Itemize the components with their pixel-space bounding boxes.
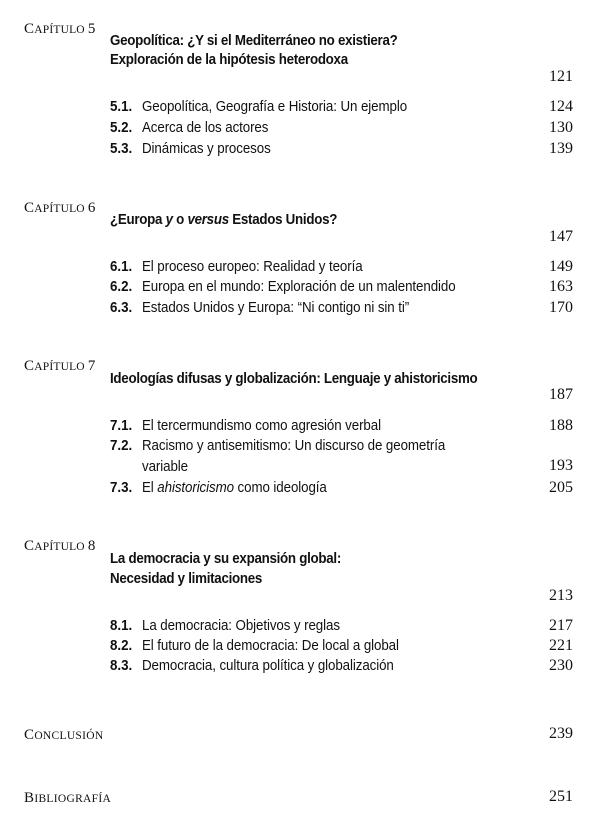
- section-title: Europa en el mundo: Exploración de un malentendido: [142, 279, 456, 295]
- chapter-6-label: CAPÍTULO 6: [24, 200, 96, 216]
- section-title-continuation: variable: [142, 459, 188, 475]
- chapter-6-title: ¿Europa y o versus Estados Unidos?: [110, 212, 338, 228]
- section-page: 205: [549, 479, 573, 496]
- chapter-8-page: 213: [549, 587, 573, 604]
- section-number: 7.1.: [110, 418, 133, 434]
- section-title: Dinámicas y procesos: [142, 141, 271, 157]
- section-page: 163: [549, 278, 573, 295]
- section-number: 7.2.: [110, 438, 133, 454]
- section-number: 5.1.: [110, 99, 133, 115]
- section-number: 6.1.: [110, 259, 133, 275]
- bibliography-page: 251: [549, 788, 573, 805]
- section-number: 6.3.: [110, 300, 133, 316]
- section-number: 8.3.: [110, 658, 133, 674]
- conclusion-page: 239: [549, 725, 573, 742]
- section-title: El proceso europeo: Realidad y teoría: [142, 259, 363, 275]
- chapter-5-title-line2: Exploración de la hipótesis heterodoxa: [110, 52, 348, 68]
- chapter-8-title-line2: Necesidad y limitaciones: [110, 571, 263, 587]
- section-page: 124: [549, 98, 573, 115]
- chapter-5-page: 121: [549, 68, 573, 85]
- section-number: 5.2.: [110, 120, 133, 136]
- section-number: 7.3.: [110, 480, 133, 496]
- chapter-7-page: 187: [549, 386, 573, 403]
- section-number: 5.3.: [110, 141, 133, 157]
- section-page: 139: [549, 140, 573, 157]
- section-page: 221: [549, 637, 573, 654]
- section-page: 193: [549, 457, 573, 474]
- section-page: 230: [549, 657, 573, 674]
- section-title: El tercermundismo como agresión verbal: [142, 418, 381, 434]
- section-page: 149: [549, 258, 573, 275]
- chapter-8-label: CAPÍTULO 8: [24, 538, 96, 554]
- section-title: Acerca de los actores: [142, 120, 269, 136]
- chapter-7-label: CAPÍTULO 7: [24, 358, 96, 374]
- section-number: 6.2.: [110, 279, 133, 295]
- section-title: El ahistoricismo como ideología: [142, 480, 327, 496]
- section-page: 188: [549, 417, 573, 434]
- section-page: 130: [549, 119, 573, 136]
- section-title: Democracia, cultura política y globalización: [142, 658, 394, 674]
- section-title: Geopolítica, Geografía e Historia: Un ejemplo: [142, 99, 408, 115]
- section-number: 8.2.: [110, 638, 133, 654]
- section-title: La democracia: Objetivos y reglas: [142, 618, 340, 634]
- chapter-8-title-line1: La democracia y su expansión global:: [110, 551, 342, 567]
- section-title: El futuro de la democracia: De local a global: [142, 638, 399, 654]
- section-page: 217: [549, 617, 573, 634]
- section-number: 8.1.: [110, 618, 133, 634]
- chapter-5-label: CAPÍTULO 5: [24, 21, 96, 37]
- bibliography-label: BIBLIOGRAFÍA: [24, 790, 112, 806]
- conclusion-label: CONCLUSIÓN: [24, 727, 104, 743]
- section-page: 170: [549, 299, 573, 316]
- chapter-6-page: 147: [549, 228, 573, 245]
- chapter-7-title: Ideologías difusas y globalización: Lenguaje y ahistoricismo: [110, 371, 478, 387]
- chapter-5-title-line1: Geopolítica: ¿Y si el Mediterráneo no existiera?: [110, 33, 398, 49]
- section-title: Racismo y antisemitismo: Un discurso de geometría: [142, 438, 446, 454]
- section-title: Estados Unidos y Europa: “Ni contigo ni sin ti”: [142, 300, 410, 316]
